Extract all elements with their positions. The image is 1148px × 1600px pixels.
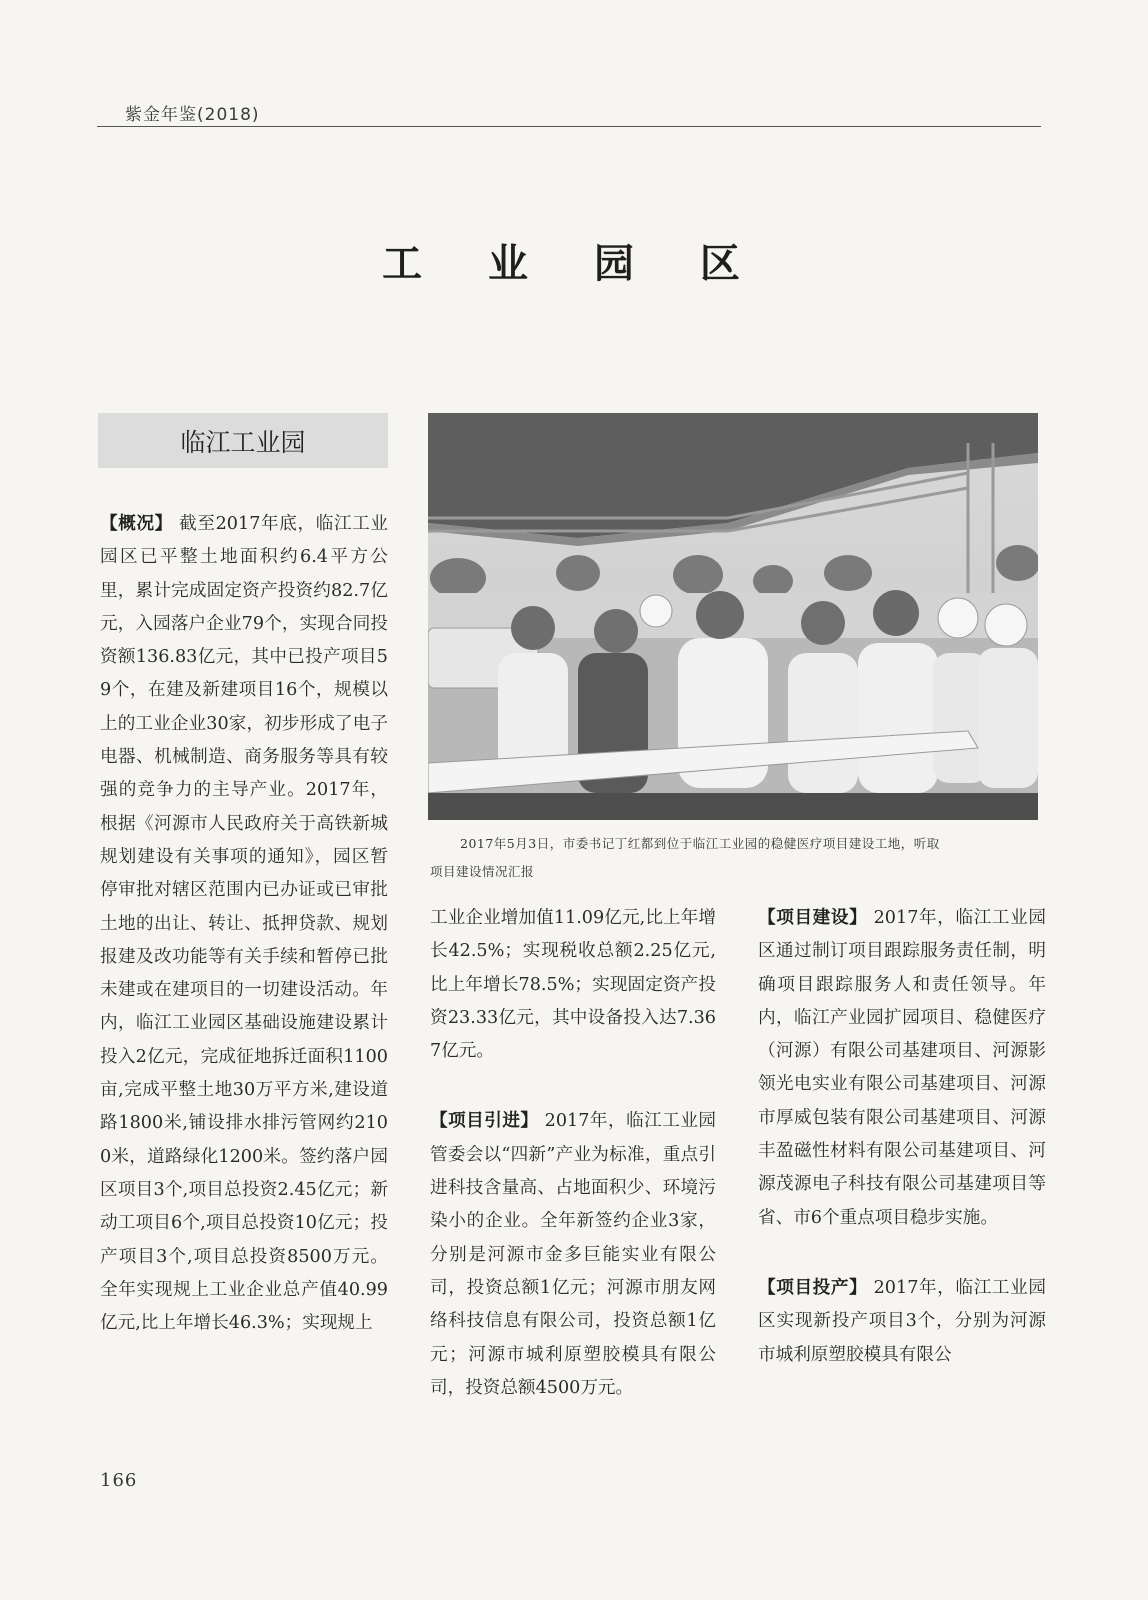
investment-text: 2017年，临江工业园管委会以“四新”产业为标准，重点引进科技含量高、占地面积少、环境污染小的企业。全年新签约企业3家，分别是河源市金多巨能实业有限公司，投资总额1亿元；河源市朋友网络科技信息有限公司，投资总额1亿元；河源市城利原塑胶模具有限公司，投资总额4500万元。 [430, 1111, 717, 1398]
caption-line-1: 2017年5月3日，市委书记丁红都到位于临江工业园的稳健医疗项目建设工地，听取 [460, 836, 940, 851]
investment-tag: 【项目引进】 [430, 1111, 539, 1132]
construction-tag: 【项目建设】 [758, 908, 868, 928]
construction-paragraph [758, 902, 1046, 1235]
page-number: 166 [100, 1470, 138, 1491]
column-left [100, 508, 388, 1340]
page-title: 工 业 园 区 [382, 241, 766, 287]
photo-illustration [428, 413, 1038, 820]
investment-paragraph [430, 1105, 716, 1405]
column-middle [430, 902, 716, 1405]
production-paragraph [758, 1272, 1046, 1372]
running-head: 紫金年鉴(2018) [125, 105, 260, 125]
photo-caption [430, 830, 1042, 886]
column-right [758, 902, 1046, 1372]
overview-continued: 工业企业增加值11.09亿元,比上年增长42.5%；实现税收总额2.25亿元,比上年增长78.5%；实现固定资产投资23.33亿元，其中设备投入达7.367亿元。 [430, 908, 716, 1062]
construction-text: 2017年，临江工业园区通过制订项目跟踪服务责任制，明确项目跟踪服务人和责任领导。年内，临江产业园扩园项目、稳健医疗（河源）有限公司基建项目、河源影领光电实业有限公司基建项目、河源市厚威包装有限公司基建项目、河源丰盈磁性材料有限公司基建项目、河源茂源电子科技有限公司基建项目等省、市6个重点项目稳步实施。 [758, 908, 1046, 1228]
production-text: 2017年，临江工业园区实现新投产项目3个，分别为河源市城利原塑胶模具有限公 [758, 1277, 1046, 1365]
header-rule [97, 126, 1041, 127]
production-tag: 【项目投产】 [758, 1277, 868, 1298]
overview-text: 截至2017年底，临江工业园区已平整土地面积约6.4平方公里，累计完成固定资产投资约82.7亿元，入园落户企业79个，实现合同投资额136.83亿元，其中已投产项目59个，在建及新建项目16个，规模以上的工业企业30家，初步形成了电子电器、机械制造、商务服务等具有较强的竞争力的主导产业。2017年，根据《河源市人民政府关于高铁新城规划建设有关事项的通知》，园区暂停审批对辖区范围内已办证或已审批土地的出让、转让、抵押贷款、规划报建及改功能等有关手续和暂停已批未建或在建项目的一切建设活动。年内，临江工业园区基础设施建设累计投入2亿元，完成征地拆迁面积1100亩,完成平整土地30万平方米,建设道路1800米,铺设排水排污管网约2100米，道路绿化1200米。签约落户园区项目3个,项目总投资2.45亿元；新动工项目6个,项目总投资10亿元；投产项目3个,项目总投资8500万元。全年实现规上工业企业总产值40.99亿元,比上年增长46.3%；实现规上 [100, 514, 388, 1334]
overview-tag: 【概况】 [100, 514, 173, 534]
site-photo [428, 413, 1038, 820]
section-title: 临江工业园 [180, 427, 306, 457]
caption-line-2: 项目建设情况汇报 [430, 864, 535, 879]
section-heading-box [98, 413, 388, 468]
overview-paragraph [100, 508, 388, 1340]
